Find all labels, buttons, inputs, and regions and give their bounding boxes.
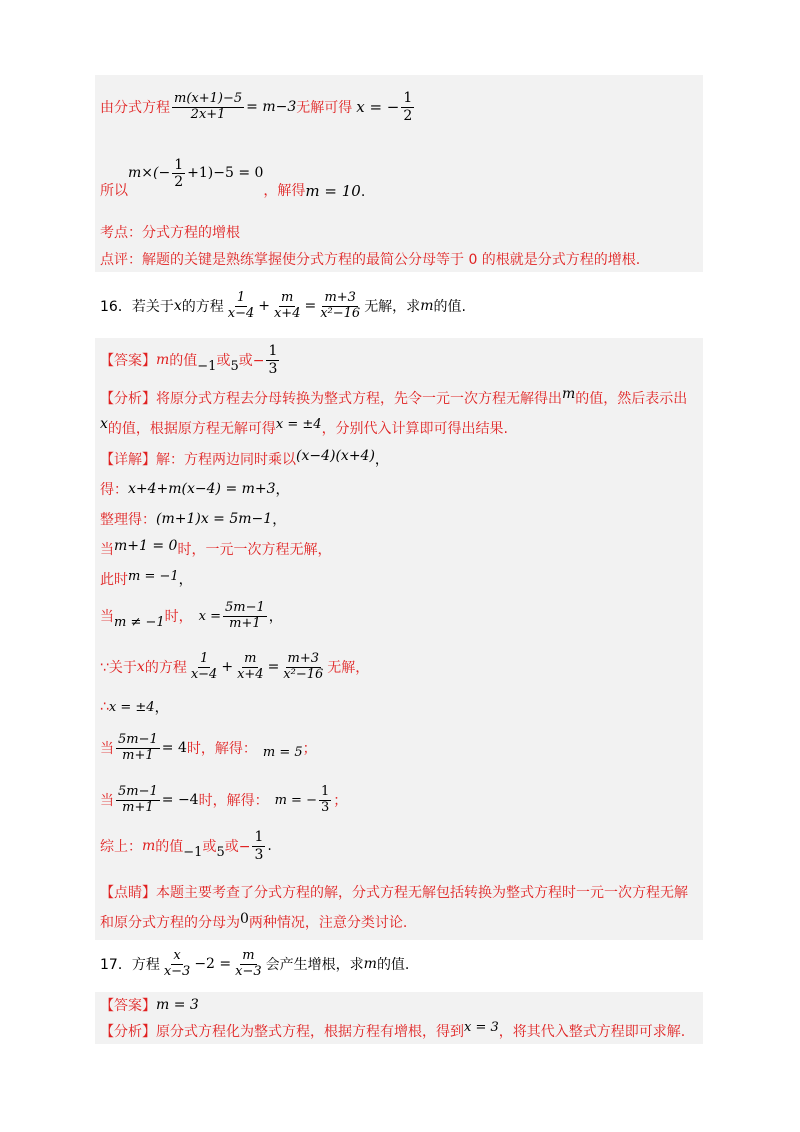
- step-2: 整理得： (m+1)x = 5m−1 ，: [100, 511, 287, 528]
- dianjing-16-line2: 和原分式方程的分母为 0 两种情况，注意分类讨论.: [100, 911, 408, 931]
- step-8: 当 $\frac{5m-1}{m+1}$ = 4 时，解得： m = 5 ；: [100, 731, 317, 763]
- question-16: 16．若关于 x 的方程 $\frac{1}{x-4}$ + $\frac{m}{x+4}$ = $\frac{m+3}{\text{x²−16}}$ 无解，求 m 的值.: [100, 289, 466, 321]
- text: 由分式方程: [100, 100, 170, 116]
- analysis-16-line2: x 的值，根据原方程无解可得 x = ±4 ，分别代入计算即可得出结果.: [100, 416, 509, 437]
- step-5: 当 m ≠ −1 时， x = $\frac{5m-1}{m+1}$ ，: [100, 599, 283, 631]
- analysis-16-line1: 【分析】 将原分式方程去分母转换为整式方程，先令一元一次方程无解得出 m 的值，然后表示出: [100, 386, 688, 407]
- step-9: 当 $\frac{5m-1}{m+1}$ = −4 时，解得： m = − $\frac{1}{3}$ ；: [100, 783, 348, 815]
- fraction: $\frac{m(x+1)-5}{2x+1}$: [174, 90, 243, 122]
- question-17: 17．方程 $\frac{x}{x-3}$ −2 = $\frac{m}{x-3}$ 会产生增根，求 m 的值.: [100, 947, 410, 979]
- step-4: 此时 m = −1 ，: [100, 568, 193, 588]
- summary-16: 综上： m 的值 −1 或 5 或− $\frac{1}{3}$ .: [100, 829, 272, 863]
- detail-16-line: 【详解】 解：方程两边同时乘以 (x−4)(x+4) ，: [100, 448, 389, 468]
- answer-16: 【答案】 m 的值 −1 或 5 或− $\frac{1}{3}$: [100, 343, 278, 377]
- analysis-17: 【分析】 原分式方程化为整式方程，根据方程有增根，得到 x = 3 ，将其代入整式方程即可求解.: [100, 1019, 686, 1040]
- step-6: ∵关于 x 的方程 $\frac{1}{x-4}$ + $\frac{m}{x+4}$ = $\frac{m+3}{\text{x²−16}}$ 无解，: [100, 650, 370, 682]
- step-3: 当 m+1 = 0 时，一元一次方程无解，: [100, 538, 332, 558]
- dianping-line: 点评：解题的关键是熟练掌握使分式方程的最简公分母等于 0 的根就是分式方程的增根.: [100, 252, 641, 268]
- answer-17: 【答案】 m = 3: [100, 997, 199, 1014]
- step-1: 得： x+4+m(x−4) = m+3 ，: [100, 481, 290, 498]
- block1-line2: 所以 m×(− $\frac{1}{2}$ +1)−5 = 0 ，解得 m = 10 .: [100, 156, 366, 200]
- fraction: $\frac{1}{2}$: [403, 90, 413, 124]
- kaodian-line: 考点：分式方程的增根: [100, 225, 240, 241]
- block1-line1: 由分式方程 $\frac{m(x+1)-5}{2x+1}$ = m−3 无解可得 x = − $\frac{1}{2}$: [100, 90, 413, 124]
- dianjing-16-line1: 【点睛】 本题主要考查了分式方程的解，分式方程无解包括转换为整式方程时一元一次方程无解: [100, 885, 688, 901]
- step-7: ∴ x = ±4 ，: [100, 699, 169, 716]
